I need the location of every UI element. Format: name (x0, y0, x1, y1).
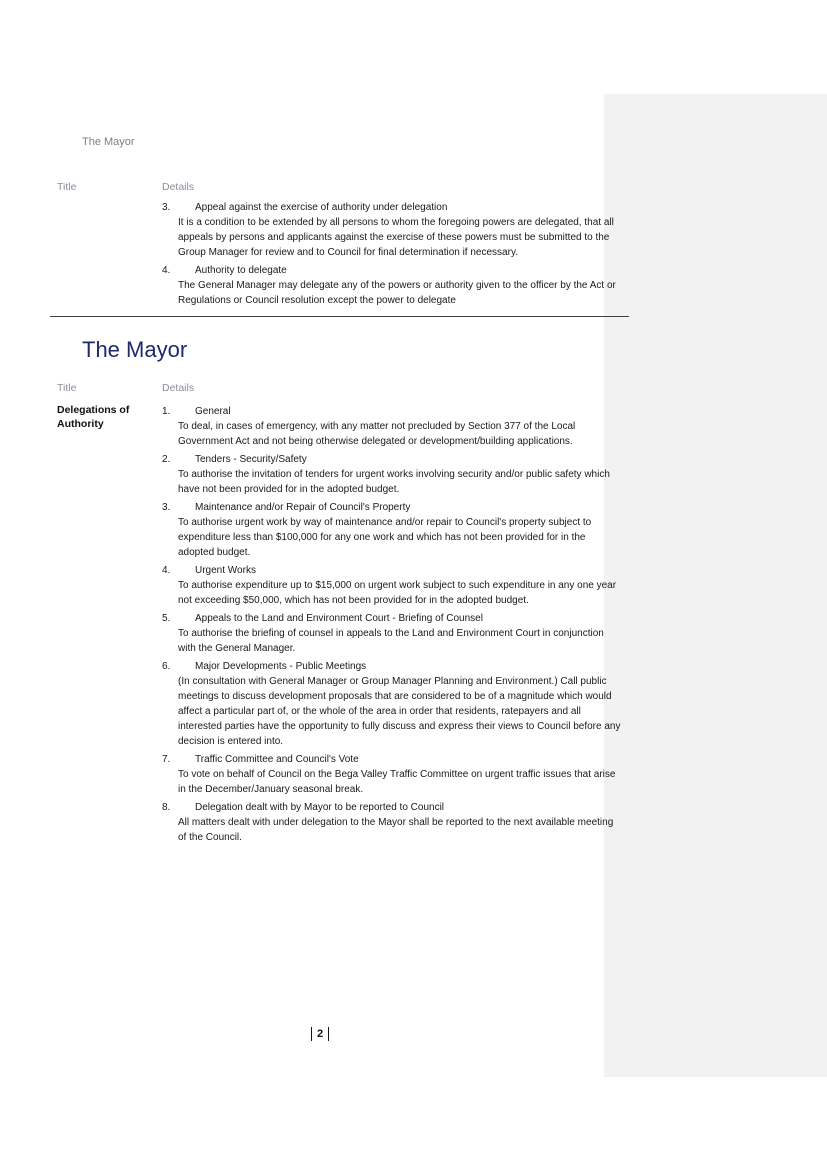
item-title: Tenders - Security/Safety (195, 454, 307, 465)
item-title: Traffic Committee and Council's Vote (195, 754, 359, 765)
item-number: 2. (162, 454, 171, 465)
item-title: Appeal against the exercise of authority under delegation (195, 202, 448, 213)
item-title: Major Developments - Public Meetings (195, 661, 367, 672)
column-header-title: Title (57, 181, 77, 193)
list-item (160, 563, 622, 608)
item-text: To deal, in cases of emergency, with any matter not precluded by Section 377 of the Local Government Act and not being otherwise delegated or development/building applications. (178, 421, 576, 447)
list-item (160, 800, 622, 845)
list-item (160, 659, 622, 749)
comment-pane (604, 94, 827, 1077)
item-title: Urgent Works (195, 565, 256, 576)
item-text: It is a condition to be extended by all persons to whom the foregoing powers are delegated, that all appeals by persons and applicants against the exercise of these powers must be submitted to the Group Manager for review and to Council for final determination if necessary. (178, 217, 614, 258)
delegations-list (160, 404, 622, 848)
list-item (160, 404, 622, 449)
item-text: All matters dealt with under delegation to the Mayor shall be reported to the next available meeting of the Council. (178, 817, 614, 843)
item-title: Authority to delegate (195, 265, 287, 276)
item-number: 8. (162, 802, 171, 813)
item-title: Delegation dealt with by Mayor to be reported to Council (195, 802, 445, 813)
section-heading: The Mayor (82, 337, 188, 362)
list-item (160, 263, 622, 308)
list-item (160, 611, 622, 656)
item-number: 3. (162, 502, 171, 513)
running-header: The Mayor (82, 136, 135, 148)
list-item (160, 200, 622, 260)
item-number: 7. (162, 754, 171, 765)
list-item (160, 500, 622, 560)
item-number: 5. (162, 613, 171, 624)
list-item (160, 452, 622, 497)
column-header-details: Details (162, 382, 195, 394)
item-number: 3. (162, 202, 171, 213)
item-title: Maintenance and/or Repair of Council's Property (195, 502, 411, 513)
item-title: General (195, 406, 231, 417)
section-divider (50, 316, 629, 317)
item-text: To authorise urgent work by way of maintenance and/or repair to Council's property subject to expenditure less than $100,000 for any one work and which has not been provided for in the adopted budget. (178, 517, 592, 558)
continued-items-list (160, 200, 622, 311)
item-text: To authorise the briefing of counsel in appeals to the Land and Environment Court in conjunction with the General Manager. (178, 628, 604, 654)
item-title: Appeals to the Land and Environment Court - Briefing of Counsel (195, 613, 483, 624)
item-text: To vote on behalf of Council on the Bega Valley Traffic Committee on urgent traffic issues that arise in the December/January seasonal break. (178, 769, 616, 795)
item-text: To authorise expenditure up to $15,000 on urgent work subject to such expenditure in any one year not exceeding $50,000, which has not been provided for in the adopted budget. (178, 580, 617, 606)
column-header-details: Details (162, 181, 195, 193)
item-number: 4. (162, 265, 171, 276)
item-text: The General Manager may delegate any of the powers or authority given to the officer by the Act or Regulations or Council resolution except the power to delegate (178, 280, 616, 306)
item-number: 6. (162, 661, 171, 672)
item-number: 1. (162, 406, 171, 417)
title-cell: Delegations of Authority (57, 404, 130, 430)
item-number: 4. (162, 565, 171, 576)
page-number: 2 (311, 1027, 329, 1041)
item-text: To authorise the invitation of tenders for urgent works involving security and/or public safety which have not been provided for in the adopted budget. (178, 469, 610, 495)
list-item (160, 752, 622, 797)
item-text: (In consultation with General Manager or Group Manager Planning and Environment.) Call public meetings to discuss development proposals that are considered to be of a magnitude which would affect a particular part of, or the whole of the area in order that residents, ratepayers and all interested parties have the opportunity to fully discuss and express their views to Council before any decision is entered into. (178, 676, 621, 747)
column-header-title: Title (57, 382, 77, 394)
